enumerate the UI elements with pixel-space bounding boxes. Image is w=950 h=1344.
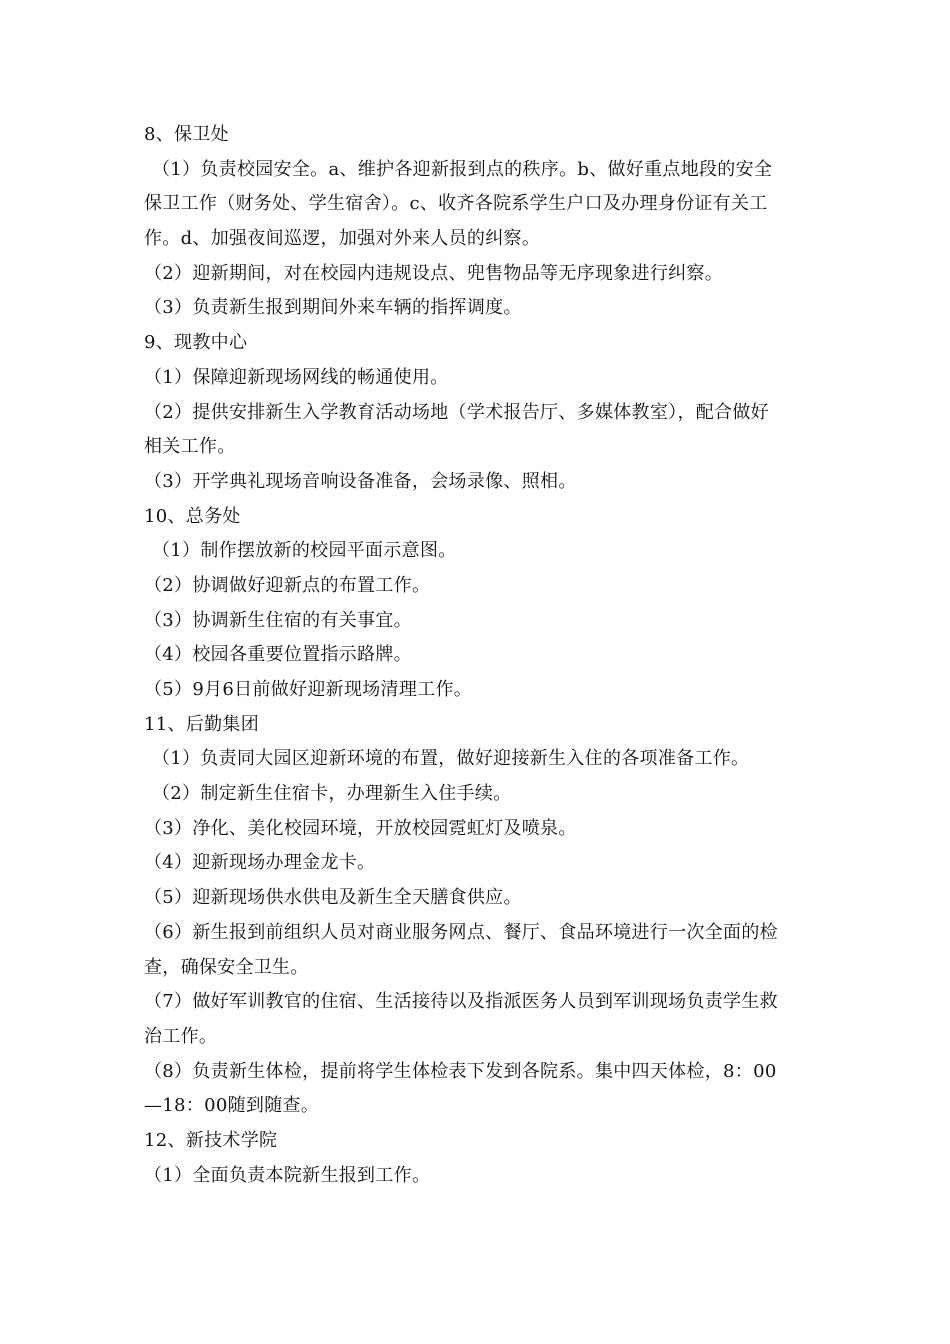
list-item: （3）净化、美化校园环境，开放校园霓虹灯及喷泉。 bbox=[144, 817, 577, 839]
list-item-continuation: 治工作。 bbox=[144, 1025, 218, 1047]
list-item: （3）协调新生住宿的有关事宜。 bbox=[144, 609, 412, 631]
list-item: （7）做好军训教官的住宿、生活接待以及指派医务人员到军训现场负责学生救 bbox=[144, 991, 778, 1013]
list-item: （1）制作摆放新的校园平面示意图。 bbox=[152, 540, 457, 562]
list-item: （8）负责新生体检，提前将学生体检表下发到各院系。集中四天体检，8：00 bbox=[144, 1060, 777, 1082]
list-item: （6）新生报到前组织人员对商业服务网点、餐厅、食品环境进行一次全面的检 bbox=[144, 921, 778, 943]
section-heading: 8、保卫处 bbox=[144, 124, 229, 145]
list-item: （1）保障迎新现场网线的畅通使用。 bbox=[144, 366, 449, 388]
list-item: （2）迎新期间，对在校园内违规设点、兜售物品等无序现象进行纠察。 bbox=[144, 262, 724, 284]
list-item-continuation: 作。d、加强夜间巡逻，加强对外来人员的纠察。 bbox=[144, 228, 541, 250]
list-item: （5）9月6日前做好迎新现场清理工作。 bbox=[144, 679, 473, 700]
list-item: （5）迎新现场供水供电及新生全天膳食供应。 bbox=[144, 887, 522, 909]
list-item: （2）协调做好迎新点的布置工作。 bbox=[144, 574, 431, 596]
list-item: （4）校园各重要位置指示路牌。 bbox=[144, 644, 412, 666]
list-item: （1）负责同大园区迎新环境的布置，做好迎接新生入住的各项准备工作。 bbox=[152, 748, 750, 770]
list-item-continuation: 保卫工作（财务处、学生宿舍）。c、收齐各院系学生户口及办理身份证有关工 bbox=[144, 193, 768, 215]
section-heading: 11、后勤集团 bbox=[144, 713, 260, 735]
document-body bbox=[0, 118, 950, 1193]
list-item: （3）负责新生报到期间外来车辆的指挥调度。 bbox=[144, 297, 522, 319]
list-item-continuation: 相关工作。 bbox=[144, 436, 236, 458]
list-item-continuation: 查，确保安全卫生。 bbox=[144, 956, 309, 978]
section-heading: 9、现教中心 bbox=[144, 332, 248, 354]
list-item: （1）负责校园安全。a、维护各迎新报到点的秩序。b、做好重点地段的安全 bbox=[152, 158, 773, 180]
section-heading: 12、新技术学院 bbox=[144, 1129, 278, 1151]
list-item: （1）全面负责本院新生报到工作。 bbox=[144, 1164, 431, 1186]
section-heading: 10、总务处 bbox=[144, 505, 241, 527]
list-item: （2）制定新生住宿卡，办理新生入住手续。 bbox=[152, 783, 512, 805]
list-item: （2）提供安排新生入学教育活动场地（学术报告厅、多媒体教室），配合做好 bbox=[144, 401, 769, 423]
list-item-continuation: —18：00随到随查。 bbox=[144, 1095, 320, 1117]
list-item: （4）迎新现场办理金龙卡。 bbox=[144, 852, 376, 874]
list-item: （3）开学典礼现场音响设备准备，会场录像、照相。 bbox=[144, 470, 577, 492]
